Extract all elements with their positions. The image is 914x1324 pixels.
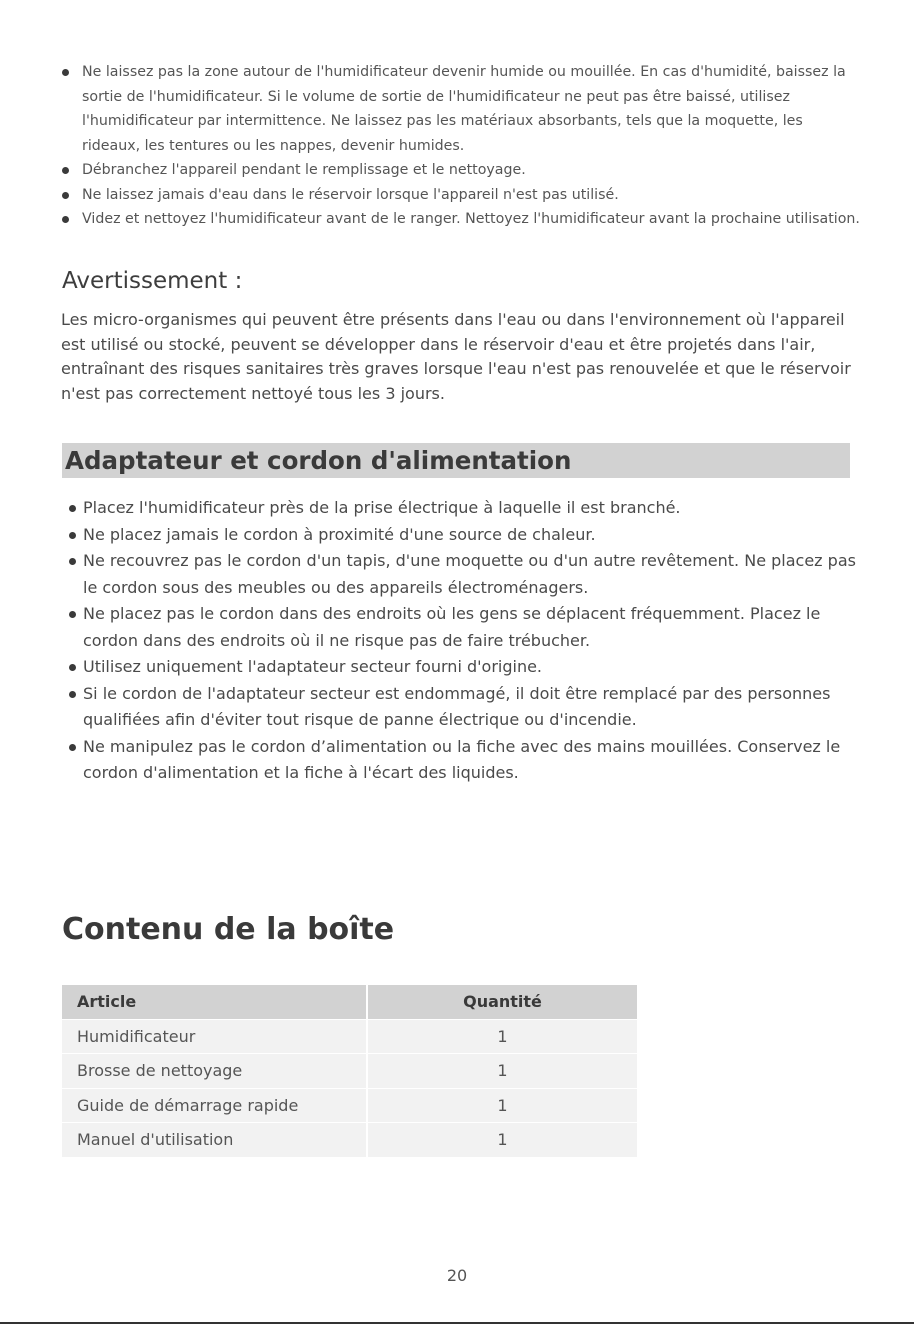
warning-paragraph: Les micro-organismes qui peuvent être présents dans l'eau ou dans l'environnement où l'appareil est utilisé ou stocké, peuvent se développer dans le réservoir d'eau et être projetés dans l'air, entraînant des risques sanitaires très graves lorsque l'eau n'est pas renouvelée et que le réservoir n'est pas correctement nettoyé tous les 3 jours. [61,310,851,403]
list-item-text: Ne manipulez pas le cordon d’alimentation ou la fiche avec des mains mouillées. Conservez le cordon d'alimentation et la fiche à l'écart des liquides. [83,736,841,782]
column-header-article: Article [62,985,367,1019]
list-item-text: Débranchez l'appareil pendant le remplissage et le nettoyage. [82,162,526,178]
bullet-icon [62,167,69,174]
table-cell-quantity: 1 [367,1019,637,1054]
table-cell-quantity: 1 [367,1054,637,1089]
list-item-text: Ne placez jamais le cordon à proximité d'une source de chaleur. [83,524,596,544]
list-item-text: Ne recouvrez pas le cordon d'un tapis, d'une moquette ou d'un autre revêtement. Ne placez pas le cordon sous des meubles ou des appareils électroménagers. [83,551,856,597]
list-item-text: Ne placez pas le cordon dans des endroits où les gens se déplacent fréquemment. Placez le cordon dans des endroits où il ne risque pas de faire trébucher. [83,604,821,650]
bullet-icon [69,611,76,618]
list-item [68,734,858,787]
table-row [62,1123,637,1158]
table-cell-article: Manuel d'utilisation [62,1123,367,1158]
table-cell-quantity: 1 [367,1088,637,1123]
list-item [62,60,862,158]
list-item-text: Ne laissez jamais d'eau dans le réservoir lorsque l'appareil n'est pas utilisé. [82,186,619,203]
bullet-icon [62,192,69,199]
list-item-text: Utilisez uniquement l'adaptateur secteur fourni d'origine. [83,657,543,676]
column-header-quantity: Quantité [367,985,637,1019]
list-item [68,601,858,654]
list-item [62,207,862,232]
list-item [68,681,858,734]
warning-heading: Avertissement : [62,268,243,294]
bullet-icon [69,744,76,751]
page-number: 20 [446,1266,468,1285]
list-item [62,183,862,208]
list-item-text: Si le cordon de l'adaptateur secteur est endommagé, il doit être remplacé par des personnes qualifiées afin d'éviter tout risque de panne électrique ou d'incendie. [83,683,831,729]
table-cell-quantity: 1 [367,1123,637,1158]
box-contents-title: Contenu de la boîte [62,912,395,947]
bullet-icon [69,558,76,565]
table-header-row [62,985,637,1019]
list-item [62,158,862,183]
table-cell-article: Humidificateur [62,1019,367,1054]
list-item-text: Ne laissez pas la zone autour de l'humidificateur devenir humide ou mouillée. En cas d'humidité, baissez la sortie de l'humidificateur. Si le volume de sortie de l'humidificateur ne peut pas être baissé, utilisez l'humidificateur par intermittence. Ne laissez pas les matériaux absorbants, tels que la moquette, les rideaux, les tentures ou les nappes, devenir humides. [82,64,846,154]
table-row [62,1019,637,1054]
section-title: Adaptateur et cordon d'alimentation [65,446,572,475]
table-cell-article: Brosse de nettoyage [62,1054,367,1089]
bullet-icon [62,216,69,223]
list-item-text: Placez l'humidificateur près de la prise électrique à laquelle il est branché. [83,498,681,517]
list-item [68,654,858,681]
box-contents-table [62,985,637,1158]
list-item [68,548,858,601]
bullet-icon [69,505,76,512]
section-header-bar [62,443,850,478]
bullet-icon [62,69,69,76]
list-item-text: Videz et nettoyez l'humidificateur avant de le ranger. Nettoyez l'humidificateur avant la prochaine utilisation. [82,211,860,227]
bullet-icon [69,664,76,671]
table-cell-article: Guide de démarrage rapide [62,1088,367,1123]
list-item [68,495,858,522]
bullet-icon [69,532,76,539]
bullet-icon [69,691,76,698]
table-row [62,1088,637,1123]
usage-precautions-list [62,60,862,232]
adapter-cord-list [68,495,858,787]
table-row [62,1054,637,1089]
list-item [68,522,858,549]
